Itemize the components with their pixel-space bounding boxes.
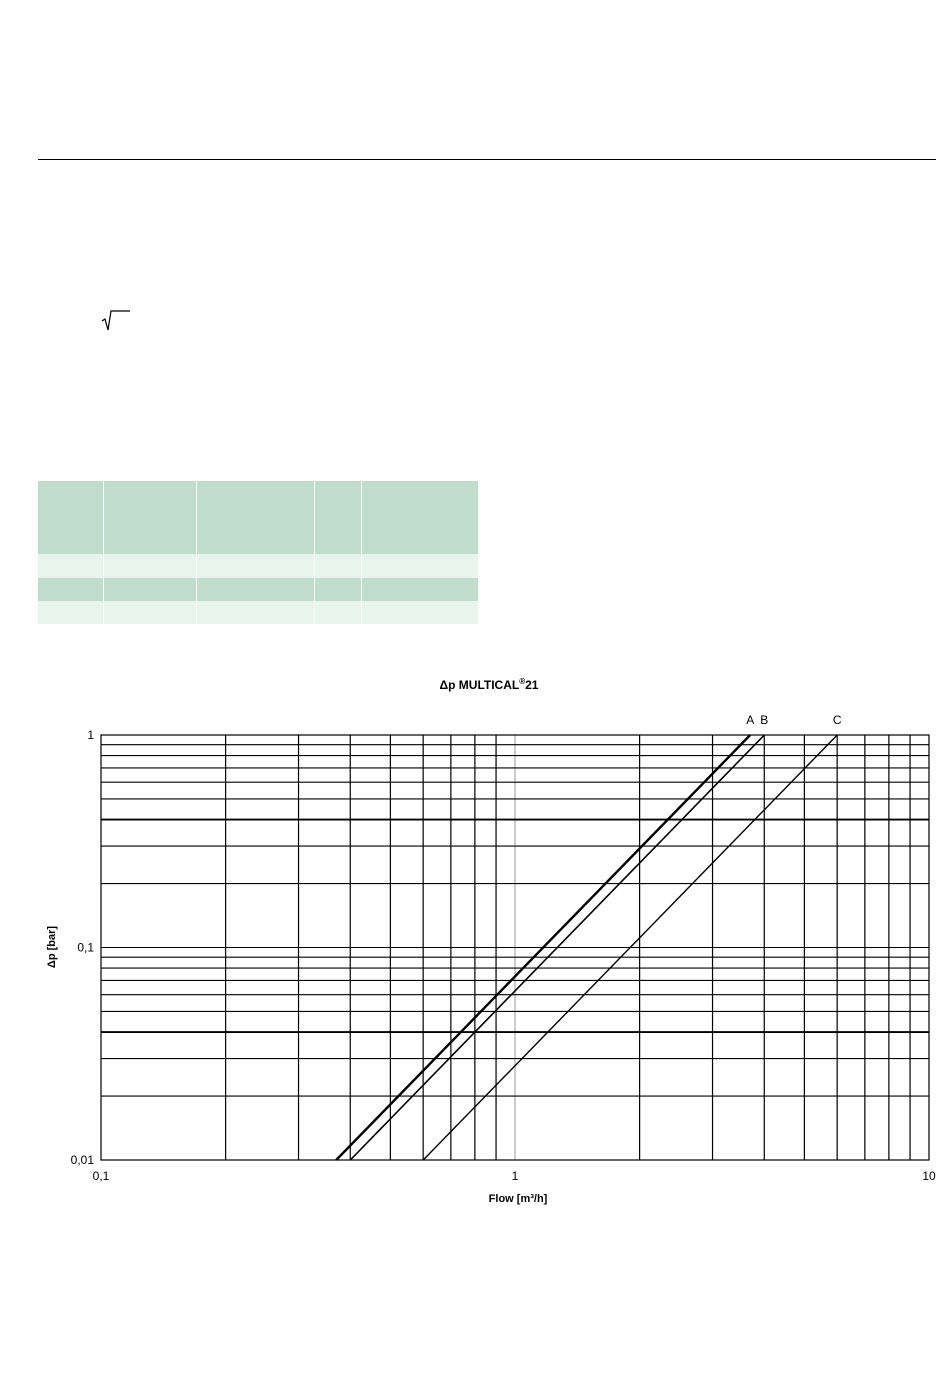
table-cell xyxy=(315,578,362,601)
table-cell xyxy=(315,554,362,578)
y-tick-label: 0,01 xyxy=(70,1153,94,1167)
specification-table xyxy=(38,481,478,624)
chart-title-sup: ® xyxy=(519,677,526,686)
chart-title-prefix: Δp MULTICAL xyxy=(439,678,520,692)
table-cell xyxy=(104,554,197,578)
table-row xyxy=(38,578,478,601)
table-cell xyxy=(362,578,478,601)
table-cell xyxy=(362,554,478,578)
y-tick-label: 1 xyxy=(87,728,94,742)
table-cell xyxy=(104,481,197,554)
x-tick-label: 1 xyxy=(511,1169,519,1183)
table-row xyxy=(38,554,478,578)
x-tick-label: 0,1 xyxy=(92,1169,110,1183)
table-cell xyxy=(197,554,315,578)
series-label-b: B xyxy=(760,713,769,727)
table-cell xyxy=(197,601,315,624)
table-cell xyxy=(38,601,104,624)
table-cell xyxy=(38,554,104,578)
table-cell xyxy=(315,601,362,624)
square-root-symbol-icon xyxy=(100,309,132,333)
y-axis-label: Δp [bar] xyxy=(46,925,58,969)
x-axis-label: Flow [m³/h] xyxy=(488,1193,548,1205)
table-cell xyxy=(362,601,478,624)
table-cell xyxy=(38,481,104,554)
table-cell xyxy=(104,578,197,601)
chart-title xyxy=(440,677,539,692)
header-rule xyxy=(38,159,936,160)
table-cell xyxy=(315,481,362,554)
x-tick-label: 10 xyxy=(922,1169,936,1183)
series-label-a: A xyxy=(746,713,755,727)
chart-title-suffix: 21 xyxy=(525,678,539,692)
table-row xyxy=(38,601,478,624)
series-label-c: C xyxy=(832,713,842,727)
pressure-loss-chart xyxy=(0,660,950,1220)
table-cell xyxy=(197,481,315,554)
table-cell xyxy=(362,481,478,554)
table-header-row xyxy=(38,481,478,554)
y-tick-label: 0,1 xyxy=(77,940,94,955)
table-cell xyxy=(38,578,104,601)
table-cell xyxy=(197,578,315,601)
table-cell xyxy=(104,601,197,624)
